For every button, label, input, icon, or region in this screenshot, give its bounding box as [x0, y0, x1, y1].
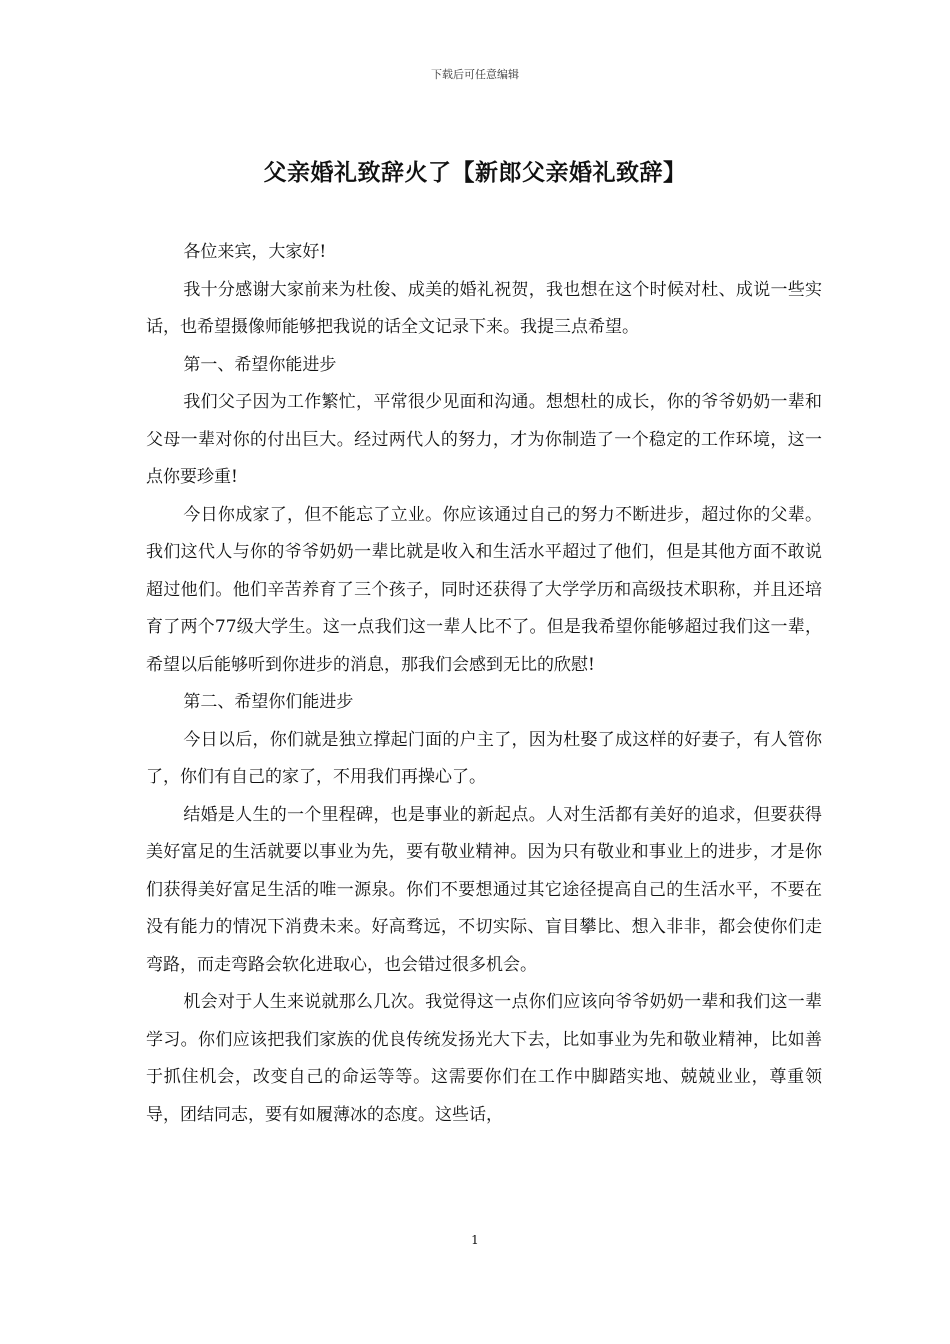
paragraph-intro: 我十分感谢大家前来为杜俊、成美的婚礼祝贺，我也想在这个时候对杜、成说一些实话，也希望摄像师能够把我说的话全文记录下来。我提三点希望。	[146, 279, 822, 337]
section-heading-1: 第一、希望你能进步	[183, 354, 337, 375]
section-heading-2: 第二、希望你们能进步	[183, 692, 354, 712]
header-note: 下载后可任意编辑	[431, 68, 519, 81]
paragraph-greeting: 各位来宾，大家好!	[183, 242, 327, 262]
document-body	[146, 234, 822, 1134]
page-number: 1	[471, 1233, 479, 1247]
paragraph: 结婚是人生的一个里程碑，也是事业的新起点。人对生活都有美好的追求，但要获得美好富足的生活就要以事业为先，要有敬业精神。因为只有敬业和事业上的进步，才是你们获得美好富足生活的唯一源泉。你们不要想通过其它途径提高自己的生活水平，不要在没有能力的情况下消费未来。好高骛远，不切实际、盲目攀比、想入非非，都会使你们走弯路，而走弯路会软化进取心，也会错过很多机会。	[146, 804, 822, 975]
paragraph: 机会对于人生来说就那么几次。我觉得这一点你们应该向爷爷奶奶一辈和我们这一辈学习。你们应该把我们家族的优良传统发扬光大下去，比如事业为先和敬业精神，比如善于抓住机会，改变自己的命运等等。这需要你们在工作中脚踏实地、兢兢业业，尊重领导，团结同志，要有如履薄冰的态度。这些话，	[146, 992, 822, 1125]
document-title: 父亲婚礼致辞火了【新郎父亲婚礼致辞】	[263, 160, 687, 186]
paragraph: 今日你成家了，但不能忘了立业。你应该通过自己的努力不断进步，超过你的父辈。我们这代人与你的爷爷奶奶一辈比就是收入和生活水平超过了他们，但是其他方面不敢说超过他们。他们辛苦养育了三个孩子，同时还获得了大学学历和高级技术职称，并且还培育了两个77级大学生。这一点我们这一辈人比不了。但是我希望你能够超过我们这一辈，希望以后能够听到你进步的消息，那我们会感到无比的欣慰!	[146, 504, 822, 675]
paragraph: 今日以后，你们就是独立撑起门面的户主了，因为杜娶了成这样的好妻子，有人管你了，你们有自己的家了，不用我们再操心了。	[146, 729, 822, 787]
paragraph: 我们父子因为工作繁忙，平常很少见面和沟通。想想杜的成长，你的爷爷奶奶一辈和父母一辈对你的付出巨大。经过两代人的努力，才为你制造了一个稳定的工作环境，这一点你要珍重!	[146, 392, 822, 487]
